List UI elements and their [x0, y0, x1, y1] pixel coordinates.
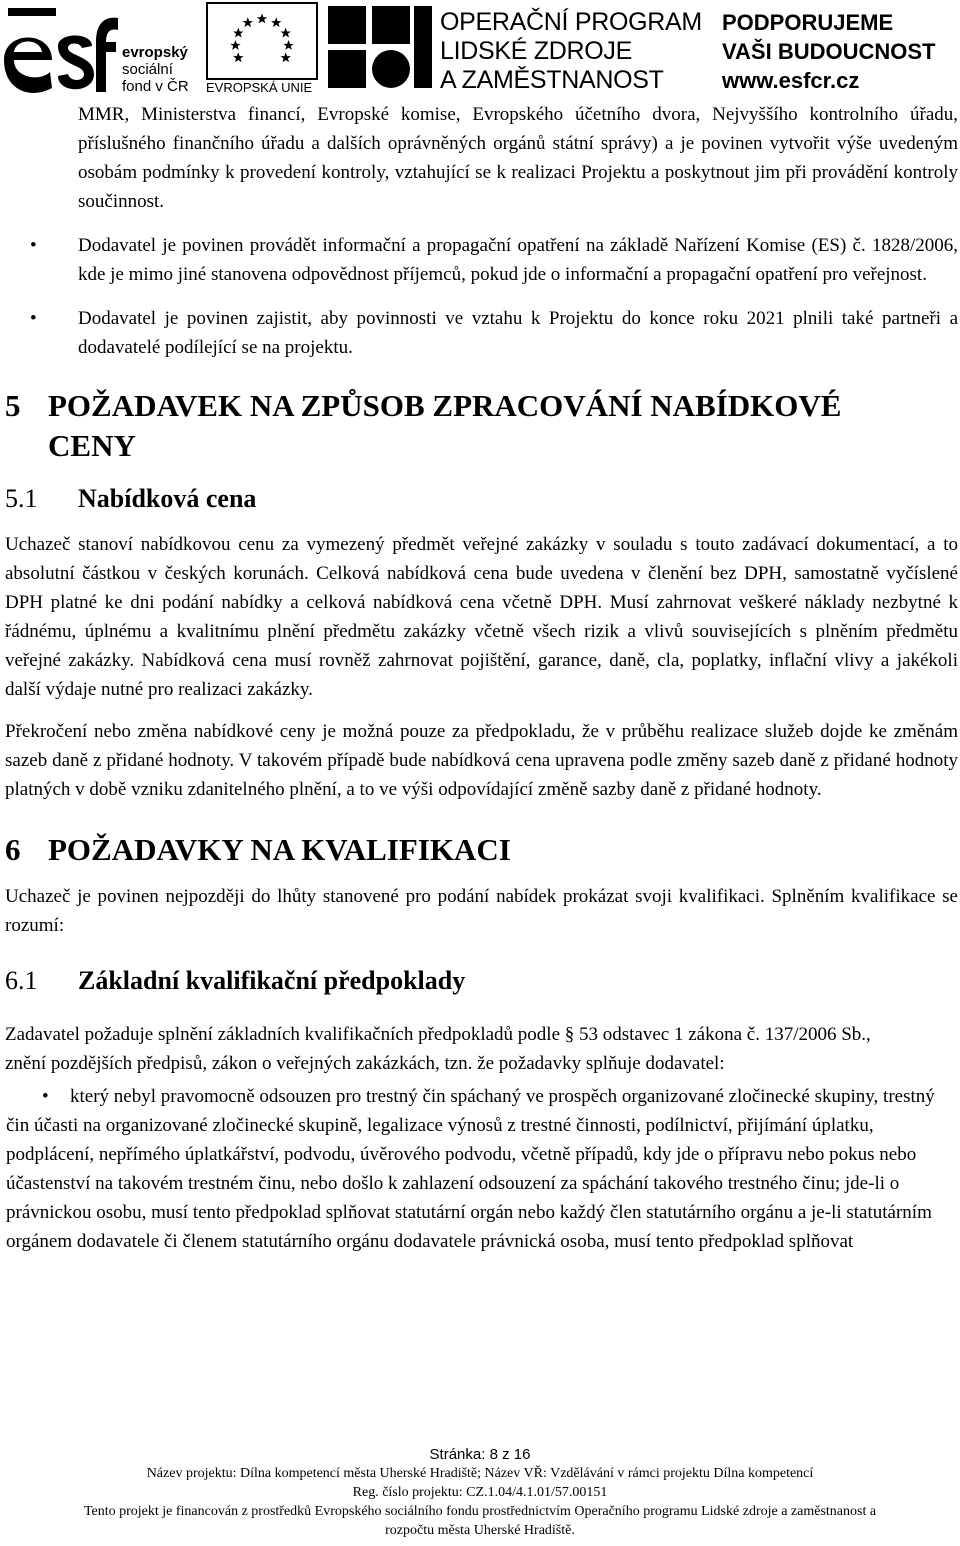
section-title: Nabídková cena: [78, 484, 257, 513]
bullet-text: Dodavatel je povinen provádět informační a propagační opatření na základě Nařízení Komise (ES) č. 1828/2006, kde je mimo jiné stanovena odpovědnost příjemců, pokud jde o informační a propagační opatření pro veřejnost.: [78, 235, 958, 285]
section-6-1-heading: [0, 964, 960, 998]
footer-registration-number: Reg. číslo projektu: CZ.1.04/4.1.01/57.00151: [352, 1485, 608, 1500]
basic-qualification-paragraph: Zadavatel požaduje splnění základních kvalifikačních předpokladů podle § 53 odstavec 1 zákona č. 137/2006 Sb., znění pozdějších předpisů, zákon o veřejných zakázkách, tzn. že požadavky splňuje dodavatel:: [5, 1024, 871, 1074]
esf-text: [122, 44, 189, 95]
section-number: 6: [5, 832, 21, 867]
page-number: Stránka: 8 z 16: [429, 1446, 531, 1463]
esf-line-1: evropský: [122, 44, 188, 61]
op-lz-text: [440, 8, 702, 95]
support-line-2: VAŠI BUDOUCNOST: [722, 39, 936, 64]
section-title: Základní kvalifikační předpoklady: [78, 966, 466, 995]
section-title: POŽADAVKY NA KVALIFIKACI: [48, 832, 511, 867]
qualification-paragraph: Uchazeč je povinen nejpozději do lhůty stanovené pro podání nabídek prokázat svoji kvalifikaci. Splněním kvalifikace se rozumí:: [5, 886, 958, 936]
support-slogan: [722, 8, 936, 95]
bullet-icon: •: [42, 1086, 49, 1107]
bullet-text: který nebyl pravomocně odsouzen pro trestný čin spáchaný ve prospěch organizované zločinecké skupiny, trestný čin účasti na organizované zločinecké skupině, legalizace výnosů z trestné činnosti, podílnictví, přijímání úplatku, podplácení, nepřímého úplatkářství, podvodu, úvěrového podvodu, včetně případů, kdy jde o přípravu nebo pokus nebo účastenství na takovém trestném činu, nebo došlo k zahlazení odsouzení za spáchání takového trestného činu; jde-li o právnickou osobu, musí tento předpoklad splňovat statutární orgán nebo každý člen statutárního orgánu a je-li statutárním orgánem dodavatele či členem statutárního orgánu dodavatele právnická osoba, musí tento předpoklad splňovat: [6, 1086, 935, 1252]
bullet-text: Dodavatel je povinen zajistit, aby povinnosti ve vztahu k Projektu do konce roku 2021 plnili také partneři a dodavatelé podílející se na projektu.: [78, 308, 958, 358]
bullet-icon: •: [30, 235, 37, 256]
section-title: POŽADAVEK NA ZPŮSOB ZPRACOVÁNÍ NABÍDKOVÉ CENY: [48, 388, 842, 463]
list-item: [0, 231, 958, 289]
esf-logo-icon: [0, 2, 118, 98]
support-line-1: PODPORUJEME: [722, 10, 894, 35]
page-header: [0, 0, 960, 104]
price-paragraph: Uchazeč stanoví nabídkovou cenu za vymezený předmět veřejné zakázky v souladu s touto zadávací dokumentací, a to absolutní částkou v českých korunách. Celková nabídková cena bude uvedena v členění bez DPH, samostatně vyčíslené DPH platné ke dni podání nabídky a celková nabídková cena včetně DPH. Musí zahrnovat veškeré náklady nezbytné k řádnému, úplnému a kvalitnímu plnění předmětu zakázky včetně všech rizik a vlivů souvisejících s plněním předmětu veřejné zakázky. Nabídková cena musí rovněž zahrnovat pojištění, garance, daně, cla, poplatky, inflační vlivy a jakékoli další výdaje nutné pro realizaci zakázky.: [5, 534, 958, 700]
section-5-1-heading: [0, 482, 960, 516]
list-item: [0, 1082, 960, 1256]
footer-project-name: Název projektu: Dílna kompetencí města Uherské Hradiště; Název VŘ: Vzdělávání v rámci projektu Dílna kompetencí: [146, 1466, 814, 1481]
price-change-paragraph: Překročení nebo změna nabídkové ceny je možná pouze za předpokladu, že v průběhu realizace služeb dojde ke změnám sazeb daně z přidané hodnoty. V takovém případě bude nabídková cena upravena podle změny sazeb daně z přidané hodnoty platných v době vzniku zdanitelného plnění, a to ve výši odpovídající změně sazby daně z přidané hodnoty.: [5, 721, 958, 800]
esf-line-3: fond v ČR: [122, 78, 189, 95]
section-number: 6.1: [5, 966, 38, 995]
section-5-heading: [0, 386, 918, 466]
op-line-2: LIDSKÉ ZDROJE: [440, 37, 632, 65]
footer-funding-note: Tento projekt je financován z prostředků Evropského sociálního fondu prostřednictvím Operačního programu Lidské zdroje a zaměstnanost a: [83, 1504, 877, 1519]
document-body: [0, 100, 960, 1256]
footer-funding-note-end: rozpočtu města Uherské Hradiště.: [385, 1523, 575, 1538]
eu-caption: EVROPSKÁ UNIE: [206, 80, 313, 95]
page-footer: [0, 1446, 960, 1540]
esf-website: www.esfcr.cz: [722, 68, 860, 93]
op-line-1: OPERAČNÍ PROGRAM: [440, 8, 702, 36]
list-item: [0, 304, 958, 362]
op-line-3: A ZAMĚSTNANOST: [440, 66, 664, 94]
esf-line-2: sociální: [122, 61, 173, 78]
bullet-icon: •: [30, 308, 37, 329]
section-6-heading: [0, 830, 960, 870]
eu-flag-icon: [206, 2, 318, 80]
continued-paragraph: MMR, Ministerstva financí, Evropské komise, Evropského účetního dvora, Nejvyššího kontrolního úřadu, příslušného finančního úřadu a dalších oprávněných orgánů státní správy) a je povinen vytvořit výše uvedeným osobám podmínky k provedení kontroly, vztahující se k realizaci Projektu a poskytnout jim při provádění kontroly součinnost.: [78, 104, 958, 212]
op-lz-logo-icon: [318, 2, 438, 98]
section-number: 5: [5, 388, 21, 423]
section-number: 5.1: [5, 484, 38, 513]
